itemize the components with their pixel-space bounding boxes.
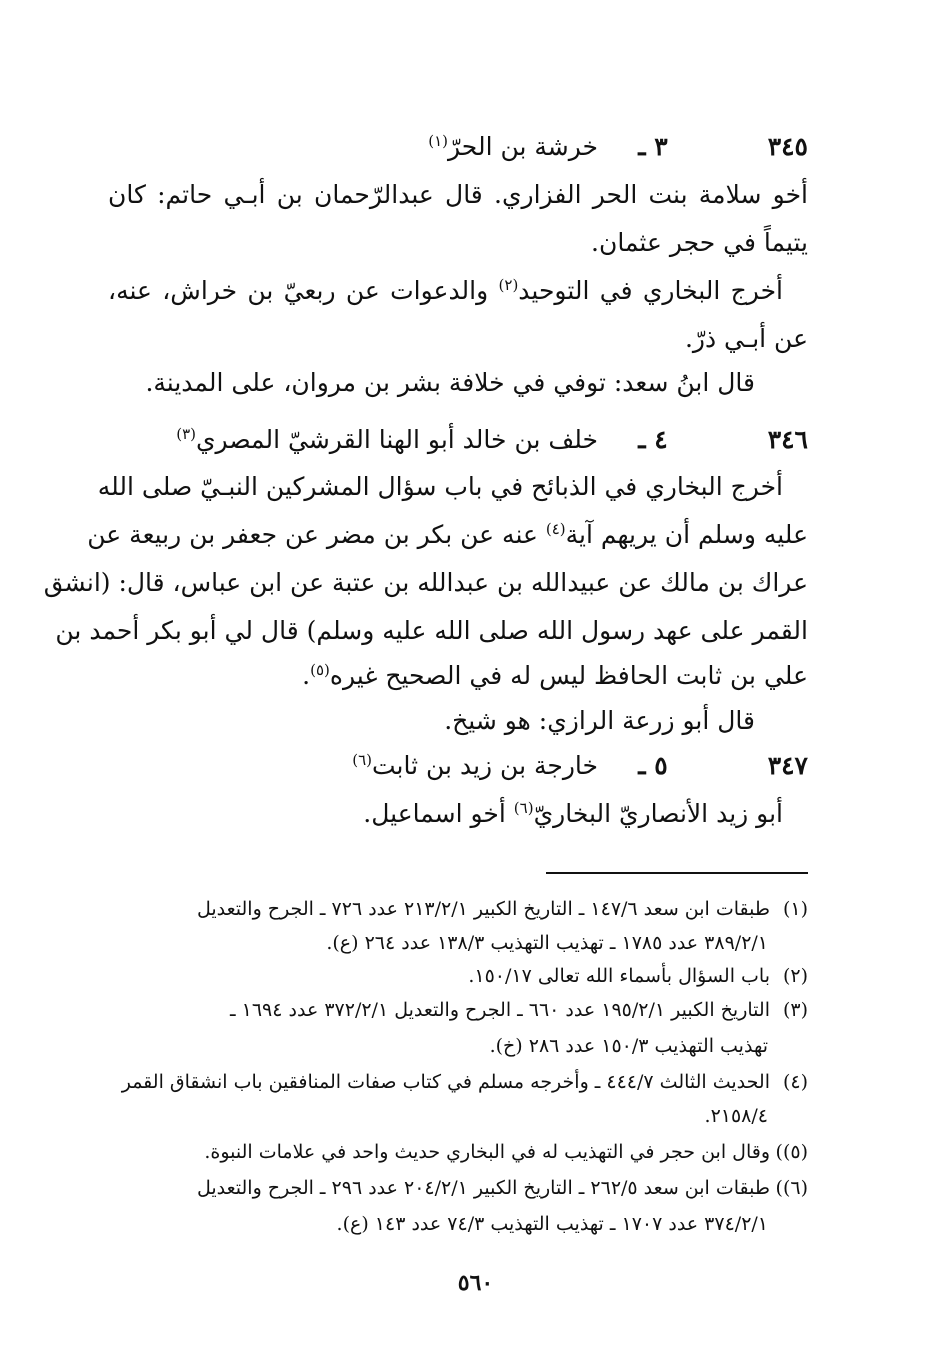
footnote-ref: (٢) (498, 276, 519, 294)
footnote-mark: (٢) (782, 965, 808, 987)
footnote-mark: (١) (782, 898, 808, 920)
footnote-continuation: ٣٨٩/٢/١ عدد ١٧٨٥ ـ تهذيب التهذيب ١٣٨/٣ عدد ٢٦٤ (ع). (326, 932, 768, 954)
footnote-ref: (٦) (513, 799, 534, 817)
text-segment: والدعوات عن ربعيّ بن خراش، عنه، (108, 276, 489, 305)
footnote (108, 895, 808, 923)
text-segment: عليه وسلم أن يريهم آية (565, 520, 808, 549)
footnote-mark: (٤) (782, 1071, 808, 1093)
text-line: أخو سلامة بنت الحر الفزاري. قال عبدالرّحمان بن أبـي حاتم: كان (108, 180, 808, 209)
entry-heading (428, 130, 808, 167)
text-segment: عنه عن بكر بن مضر عن جعفر بن ربيعة عن (87, 520, 538, 549)
entry-number: ٣٤٥ (767, 132, 808, 161)
footnote-text: باب السؤال بأسماء الله تعالى ١٥٠/١٧. (468, 965, 770, 987)
entry-heading (352, 749, 808, 786)
footnote-ref: (٤) (545, 520, 566, 538)
footnote-ref: (٣) (176, 425, 196, 443)
footnote-continuation: ٣٧٤/٢/١ عدد ١٧٠٧ ـ تهذيب التهذيب ٧٤/٣ عدد ١٤٣ (ع). (336, 1213, 768, 1235)
footnote-ref: (١) (428, 132, 449, 150)
text-line: يتيماً في حجر عثمان. (591, 228, 808, 257)
text-line (108, 659, 808, 696)
footnote-ref: (٥) (310, 661, 330, 679)
entry-index: ٤ ـ (638, 425, 668, 454)
text-line: القمر على عهد رسول الله صلى الله عليه وسلم) قال لي أبو بكر أحمد بن (55, 616, 808, 645)
footnote (108, 996, 808, 1024)
text-line: قال ابنُ سعد: توفي في خلافة بشر بن مروان، على المدينة. (145, 368, 755, 397)
footnote-text: وقال ابن حجر في التهذيب له في البخاري حديث واحد في علامات النبوة. (204, 1141, 770, 1163)
footnote-mark: (٥)) (775, 1141, 808, 1163)
entry-number: ٣٤٧ (767, 751, 808, 780)
text-segment: أخرج البخاري في التوحيد (518, 276, 783, 305)
text-segment: . (302, 661, 311, 690)
entry-heading (176, 423, 808, 460)
footnote-text: الحديث الثالث ٤٤٤/٧ ـ وأخرجه مسلم في كتاب صفات المنافقين باب انشقاق القمر (121, 1071, 770, 1093)
footnote-text: طبقات ابن سعد ١٤٧/٦ ـ التاريخ الكبير ٢١٣/٢/١ عدد ٧٢٦ ـ الجرح والتعديل (196, 898, 770, 920)
entry-name: خرشة بن الحرّ (448, 132, 598, 161)
entry-name: خارجة بن زيد بن ثابت (371, 751, 598, 780)
footnote-ref: (٦) (352, 751, 372, 769)
footnote (108, 1068, 808, 1096)
text-segment: أخو اسماعيل. (363, 799, 506, 828)
footnote-separator (546, 872, 808, 874)
entry-number: ٣٤٦ (767, 425, 808, 454)
text-line (108, 797, 783, 834)
footnote (108, 962, 808, 990)
text-segment: علي بن ثابت الحافظ ليس له في الصحيح غيره (329, 661, 808, 690)
footnote (108, 1174, 808, 1202)
footnote (108, 1138, 808, 1166)
footnote-text: التاريخ الكبير ١٩٥/٢/١ عدد ٦٦٠ ـ الجرح والتعديل ٣٧٢/٢/١ عدد ١٦٩٤ ـ (230, 999, 770, 1021)
footnote-text: طبقات ابن سعد ٢٦٢/٥ ـ التاريخ الكبير ٢٠٤/٢/١ عدد ٢٩٦ ـ الجرح والتعديل (196, 1177, 770, 1199)
entry-name: خلف بن خالد أبو الهنا القرشيّ المصري (195, 425, 598, 454)
footnote-continuation: ٢١٥٨/٤. (704, 1105, 768, 1127)
text-line: عراك بن مالك عن عبيدالله بن عبدالله بن عتبة عن ابن عباس، قال: (انشق (43, 568, 808, 597)
text-line: عن أبـي ذرّ. (684, 324, 808, 353)
text-line (87, 518, 808, 555)
text-segment: أبو زيد الأنصاريّ البخاريّ (533, 799, 783, 828)
entry-index: ٥ ـ (638, 751, 668, 780)
footnote-mark: (٦)) (775, 1177, 808, 1199)
text-line (108, 274, 783, 311)
footnote-mark: (٣) (782, 999, 808, 1021)
text-line: أخرج البخاري في الذبائح في باب سؤال المشركين النبـيّ صلى الله (97, 472, 783, 501)
page-number: ٥٦٠ (457, 1270, 494, 1296)
footnote-continuation: تهذيب التهذيب ١٥٠/٣ عدد ٢٨٦ (خ). (489, 1035, 768, 1057)
text-line: قال أبو زرعة الرازي: هو شيخ. (444, 706, 755, 735)
entry-index: ٣ ـ (638, 132, 668, 161)
